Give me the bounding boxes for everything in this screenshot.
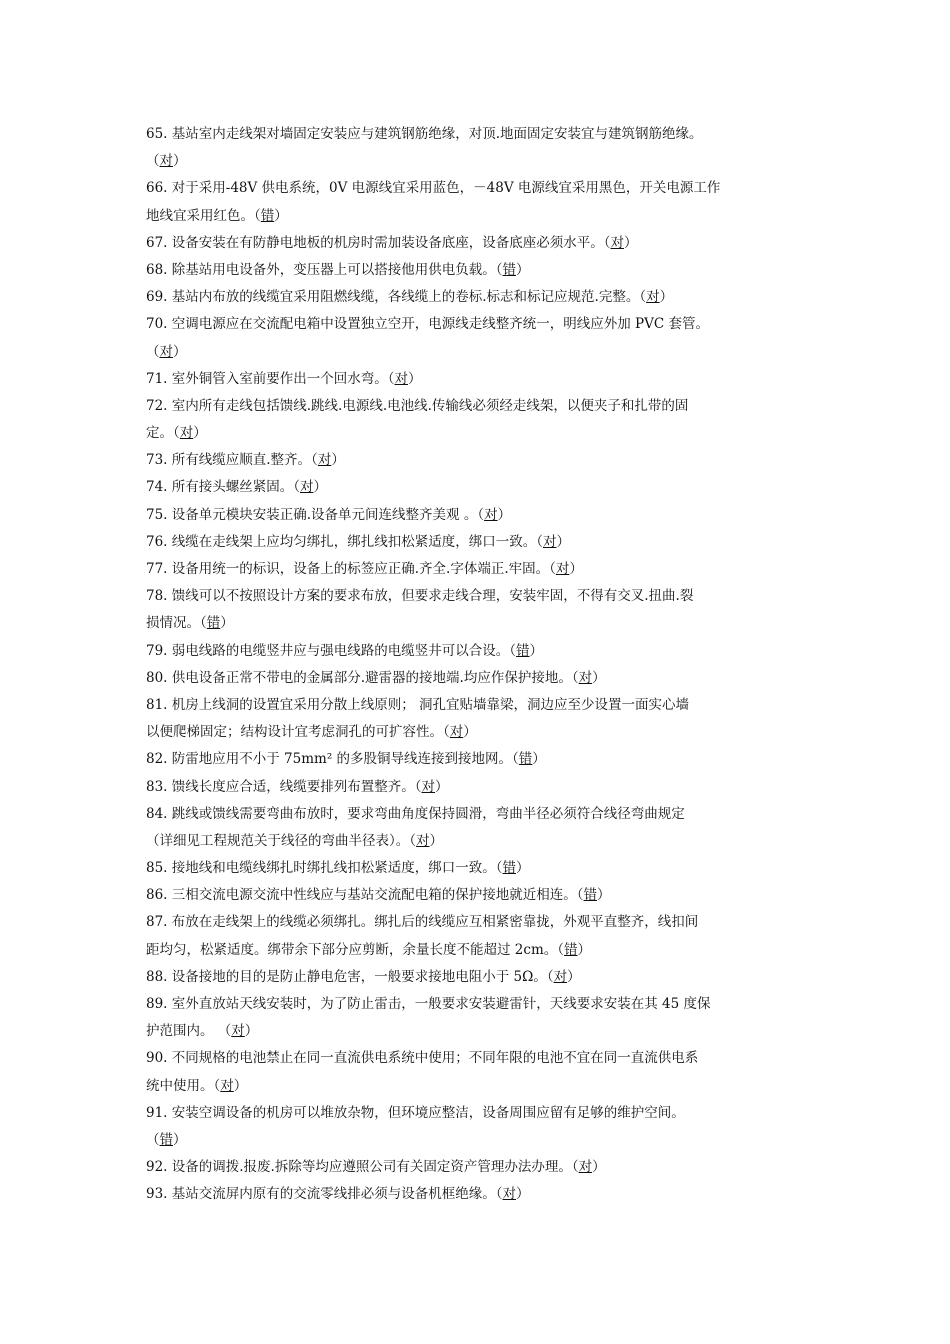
answer-mark: 对 <box>578 669 593 686</box>
answer-mark: 对 <box>231 1023 245 1040</box>
answer-mark: 对 <box>484 506 498 523</box>
text-segment: ） <box>220 615 234 632</box>
text-line <box>146 692 810 719</box>
text-segment: 78. 馈线可以不按照设计方案的要求布放，但要求走线合理，安装牢固，不得有交叉.扭曲.裂 <box>146 588 694 605</box>
text-segment: 80. 供电设备正常不带电的金属部分.避雷器的接地端.均应作保护接地。（ <box>146 669 579 686</box>
text-segment: ） <box>516 1186 530 1203</box>
text-line <box>146 529 810 556</box>
answer-mark: 对 <box>300 479 314 496</box>
text-segment: 护范围内。 （ <box>146 1023 232 1040</box>
text-segment: 定。（ <box>146 425 180 442</box>
text-segment: （ <box>146 343 160 360</box>
text-segment: 72. 室内所有走线包括馈线.跳线.电源线.电池线.传输线必须经走线架，以便夹子和扎带的固 <box>146 397 689 414</box>
text-segment: （详细见工程规范关于线径的弯曲半径表）。（ <box>146 832 416 849</box>
answer-mark: 对 <box>555 561 570 577</box>
text-line <box>146 230 810 257</box>
text-segment: 67. 设备安装在有防静电地板的机房时需加装设备底座，设备底座必须水平。（ <box>146 234 611 251</box>
text-segment: 损情况。（ <box>146 615 207 632</box>
text-line <box>146 1154 810 1181</box>
text-segment: 91. 安装空调设备的机房可以堆放杂物，但环境应整洁，设备周围应留有足够的维护空间。 <box>146 1104 685 1121</box>
text-line <box>146 937 810 964</box>
answer-mark: 对 <box>159 343 173 360</box>
answer-mark: 错 <box>260 207 275 224</box>
text-segment: （ <box>146 1131 160 1148</box>
text-segment: ） <box>463 724 477 741</box>
text-segment: 69. 基站内布放的线缆宜采用阻燃线缆，各线缆上的卷标.标志和标记应规范.完整。（ <box>146 289 647 306</box>
text-line <box>146 311 810 338</box>
text-line <box>146 556 810 583</box>
text-line <box>146 638 810 665</box>
text-segment: 统中使用。（ <box>146 1077 221 1094</box>
text-segment: 65. 基站室内走线架对墙固定安装应与建筑钢筋绝缘，对顶.地面固定安装宜与建筑钢筋绝缘。 <box>146 126 703 142</box>
text-line <box>146 474 810 501</box>
text-segment: ） <box>592 1159 606 1176</box>
text-segment: ） <box>624 234 638 251</box>
text-segment: ） <box>529 642 544 659</box>
text-segment: ） <box>173 153 187 170</box>
text-segment: 84. 跳线或馈线需要弯曲布放时，要求弯曲角度保持圆滑，弯曲半径必须符合线径弯曲规定 <box>146 805 685 822</box>
answer-mark: 对 <box>317 452 332 469</box>
text-segment: 79. 弱电线路的电缆竖井应与强电线路的电缆竖井可以合设。（ <box>146 642 517 659</box>
answer-mark: 错 <box>502 860 517 877</box>
text-segment: ） <box>173 343 187 360</box>
text-segment: 86. 三相交流电源交流中性线应与基站交流配电箱的保护接地就近相连。（ <box>146 887 584 904</box>
text-line <box>146 1018 810 1045</box>
answer-mark: 对 <box>394 370 409 387</box>
text-line <box>146 257 810 284</box>
text-segment: ） <box>577 941 591 958</box>
text-segment: ） <box>597 887 611 904</box>
answer-mark: 对 <box>416 832 430 849</box>
answer-mark: 错 <box>583 887 598 904</box>
text-segment: 90. 不同规格的电池禁止在同一直流供电系统中使用；不同年限的电池不宜在同一直流供电系 <box>146 1050 699 1067</box>
text-segment: 85. 接地线和电缆线绑扎时绑扎线扣松紧适度，绑口一致。（ <box>146 860 503 877</box>
text-segment: ） <box>429 832 443 849</box>
text-line <box>146 882 810 909</box>
text-segment: 81. 机房上线洞的设置宜采用分散上线原则； 洞孔宜贴墙靠梁，洞边应至少设置一面实心墙 <box>146 696 690 713</box>
text-segment: （ <box>146 153 160 170</box>
text-segment: 74. 所有接头螺丝紧固。（ <box>146 479 301 496</box>
text-segment: 73. 所有线缆应顺直.整齐。（ <box>146 452 318 469</box>
text-line <box>146 774 810 801</box>
text-segment: ） <box>516 261 530 278</box>
answer-mark: 对 <box>543 533 557 550</box>
text-segment: ） <box>408 370 422 387</box>
text-segment: 距均匀，松紧适度。绑带余下部分应剪断，余量长度不能超过 2cm。（ <box>146 941 564 958</box>
text-line <box>146 828 810 855</box>
text-segment: 89. 室外直放站天线安装时，为了防止雷击，一般要求安装避雷针，天线要求安装在其 45 度保 <box>146 996 711 1012</box>
text-segment: ） <box>569 561 583 577</box>
answer-mark: 对 <box>502 1186 517 1203</box>
text-line <box>146 1181 810 1208</box>
text-line <box>146 1045 810 1072</box>
answer-mark: 错 <box>206 615 221 632</box>
answer-mark: 错 <box>564 941 578 958</box>
text-segment: 88. 设备接地的目的是防止静电危害，一般要求接地电阻小于 5Ω。（ <box>146 968 554 985</box>
text-line <box>146 1073 810 1100</box>
text-segment: ） <box>274 207 288 224</box>
text-line <box>146 991 810 1018</box>
text-segment: ） <box>313 479 328 496</box>
text-line <box>146 583 810 610</box>
answer-mark: 对 <box>553 968 568 985</box>
answer-mark: 对 <box>421 778 436 795</box>
document-body <box>146 121 810 1209</box>
text-segment: ） <box>193 425 207 442</box>
text-line <box>146 420 810 447</box>
text-segment: 75. 设备单元模块安装正确.设备单元间连线整齐美观 。（ <box>146 506 485 523</box>
text-segment: 92. 设备的调拨.报废.拆除等均应遵照公司有关固定资产管理办法办理。（ <box>146 1159 579 1176</box>
text-line <box>146 1127 810 1154</box>
text-segment: ） <box>331 452 345 469</box>
text-segment: ） <box>173 1131 187 1148</box>
text-line <box>146 339 810 366</box>
text-segment: ） <box>233 1077 248 1094</box>
text-segment: 68. 除基站用电设备外，变压器上可以搭接他用供电负载。（ <box>146 261 503 278</box>
text-segment: 66. 对于采用-48V 供电系统，0V 电源线宜采用蓝色，－48V 电源线宜采用黑色，开关电源工作 <box>146 180 721 197</box>
text-segment: ） <box>244 1023 259 1040</box>
text-line <box>146 665 810 692</box>
answer-mark: 对 <box>179 425 194 442</box>
text-segment: 71. 室外铜管入室前要作出一个回水弯。（ <box>146 370 395 387</box>
text-line <box>146 801 810 828</box>
text-segment: 82. 防雷地应用不小于 75mm² 的多股铜导线连接到接地网。（ <box>146 751 519 768</box>
answer-mark: 对 <box>610 234 625 251</box>
answer-mark: 错 <box>518 751 533 768</box>
answer-mark: 对 <box>646 289 660 306</box>
text-line <box>146 175 810 202</box>
text-line <box>146 746 810 773</box>
text-segment: ） <box>659 289 674 306</box>
text-segment: 77. 设备用统一的标识，设备上的标签应正确.齐全.字体端正.牢固。（ <box>146 561 556 577</box>
answer-mark: 错 <box>502 261 517 278</box>
text-line <box>146 719 810 746</box>
text-segment: 93. 基站交流屏内原有的交流零线排必须与设备机框绝缘。（ <box>146 1186 503 1203</box>
answer-mark: 对 <box>220 1077 234 1094</box>
text-segment: ） <box>516 860 530 877</box>
text-segment: 76. 线缆在走线架上应均匀绑扎，绑扎线扣松紧适度，绑口一致。（ <box>146 533 544 550</box>
text-line <box>146 121 810 148</box>
answer-mark: 错 <box>516 642 530 659</box>
text-line <box>146 284 810 311</box>
text-line <box>146 393 810 420</box>
text-segment: ） <box>556 533 571 550</box>
text-segment: 83. 馈线长度应合适，线缆要排列布置整齐。（ <box>146 778 422 795</box>
answer-mark: 对 <box>159 153 173 170</box>
text-line <box>146 366 810 393</box>
text-line <box>146 203 810 230</box>
text-line <box>146 610 810 637</box>
text-line <box>146 447 810 474</box>
text-segment: ） <box>592 669 606 686</box>
answer-mark: 错 <box>159 1131 173 1148</box>
text-segment: ） <box>532 751 546 768</box>
text-line <box>146 964 810 991</box>
answer-mark: 对 <box>449 724 464 741</box>
text-segment: 地线宜采用红色。（ <box>146 207 261 224</box>
text-line <box>146 502 810 529</box>
text-line <box>146 148 810 175</box>
text-segment: ） <box>567 968 581 985</box>
answer-mark: 对 <box>578 1159 593 1176</box>
text-segment: ） <box>435 778 449 795</box>
text-segment: ） <box>497 506 512 523</box>
text-segment: 以便爬梯固定；结构设计宜考虑洞孔的可扩容性。（ <box>146 724 450 741</box>
text-line <box>146 855 810 882</box>
text-line <box>146 1100 810 1127</box>
text-segment: 87. 布放在走线架上的线缆必须绑扎。绑扎后的线缆应互相紧密靠拢，外观平直整齐，线扣间 <box>146 914 699 931</box>
text-segment: 70. 空调电源应在交流配电箱中设置独立空开，电源线走线整齐统一，明线应外加 PVC 套管。 <box>146 316 710 333</box>
text-line <box>146 909 810 936</box>
